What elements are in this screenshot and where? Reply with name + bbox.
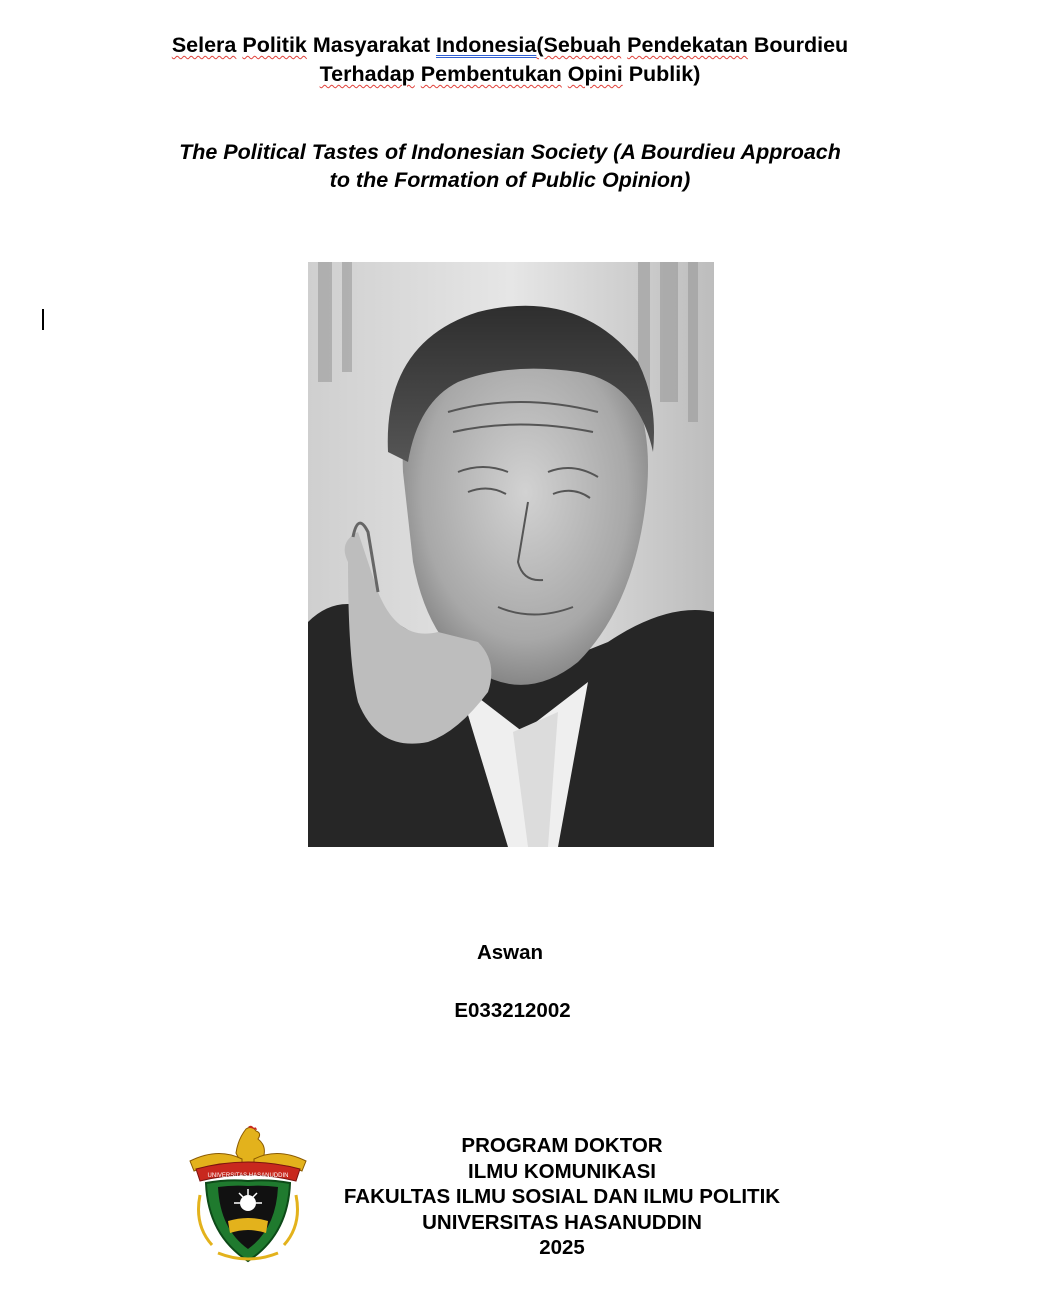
title-english-line2: to the Formation of Public Opinion) <box>329 168 691 192</box>
author-name: Aswan <box>476 941 544 964</box>
year: 2025 <box>539 1236 585 1259</box>
title-indonesian-line1 <box>100 31 920 60</box>
university-name: UNIVERSITAS HASANUDDIN <box>422 1210 702 1234</box>
title-word: Publik) <box>628 62 701 86</box>
title-word: Masyarakat <box>312 33 430 57</box>
crest-ribbon-text: UNIVERSITAS HASANUDDIN <box>207 1173 289 1179</box>
student-id: E033212002 <box>454 999 571 1022</box>
title-word: Pendekatan <box>627 33 748 57</box>
title-word: Pembentukan <box>420 62 562 86</box>
study-program: ILMU KOMUNIKASI <box>468 1159 656 1183</box>
title-word: Selera <box>171 33 237 57</box>
title-word: Politik <box>242 33 307 57</box>
program-name: PROGRAM DOKTOR <box>461 1134 663 1157</box>
title-english <box>100 138 920 194</box>
title-word: Bourdieu <box>753 33 849 57</box>
portrait-photo-icon[interactable] <box>308 262 714 847</box>
title-word: Terhadap <box>319 62 415 86</box>
faculty-name: FAKULTAS ILMU SOSIAL DAN ILMU POLITIK <box>343 1185 781 1208</box>
text-cursor <box>42 309 44 330</box>
title-indonesian-line2 <box>100 60 920 89</box>
title-english-line1: The Political Tastes of Indonesian Society (A Bourdieu Approach <box>179 140 841 164</box>
institution-block <box>312 1133 812 1261</box>
university-crest-icon <box>188 1125 308 1265</box>
title-indonesian <box>100 31 920 89</box>
title-word: Indonesia <box>435 33 537 57</box>
title-word: (Sebuah <box>536 33 622 57</box>
title-word: Opini <box>567 62 623 86</box>
